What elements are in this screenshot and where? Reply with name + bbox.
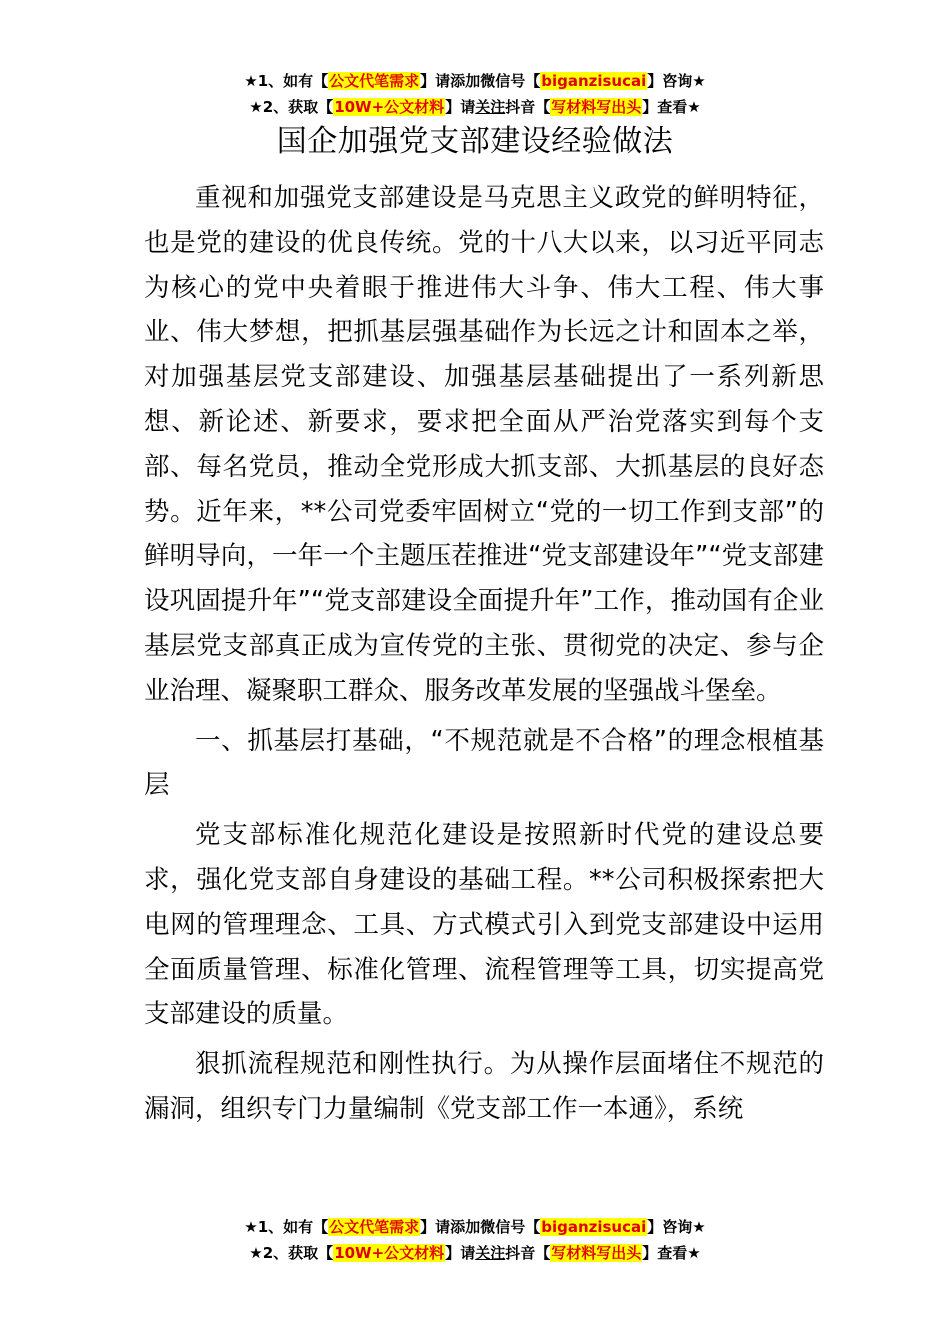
banner-text: 】请添 — [420, 1218, 466, 1236]
banner-line-2 — [0, 1240, 950, 1266]
banner-line-2 — [0, 94, 950, 120]
paragraph-section-1-detail: 狠抓流程规范和刚性执行。为从操作层面堵住不规范的漏洞，组织专门力量编制《党支部工作一本通》，系统 — [144, 1049, 824, 1124]
banner-text: 抖音【 — [505, 98, 551, 116]
banner-text: 加 — [465, 72, 481, 90]
banner-text: 关注 — [475, 98, 506, 116]
banner-text: ★1、如有【 — [244, 1218, 329, 1236]
highlight-materials: 10W+公文材料 — [334, 1244, 445, 1262]
wechat-id: biganzisucai — [541, 72, 647, 90]
banner-text: 微信号【 — [480, 1218, 541, 1236]
banner-text: 】查看★ — [642, 1244, 701, 1262]
banner-text: 】查看★ — [642, 98, 701, 116]
banner-text: 加 — [465, 1218, 481, 1236]
banner-text: 抖音【 — [505, 1244, 551, 1262]
highlight-douyin: 写材料写出头 — [551, 98, 642, 116]
highlight-materials: 10W+公文材料 — [334, 98, 445, 116]
banner-text: 】请 — [445, 98, 476, 116]
banner-text: 关注 — [475, 1244, 506, 1262]
paragraph-section-1: 党支部标准化规范化建设是按照新时代党的建设总要求，强化党支部自身建设的基础工程。**公司积极探索把大电网的管理理念、工具、方式模式引入到党支部建设中运用全面质量管理、标准化管理、流程管理等工具，切实提高党支部建设的质量。 — [144, 820, 824, 1030]
section-heading: 一、抓基层打基础，“不规范就是不合格”的理念根植基层 — [144, 725, 824, 801]
banner-line-1 — [0, 1214, 950, 1240]
banner-text: 微信号【 — [480, 72, 541, 90]
banner-text: 】咨询★ — [647, 72, 706, 90]
banner-text: 】请添 — [420, 72, 466, 90]
highlight-service: 公文代笔需求 — [329, 72, 420, 90]
banner-text: ★2、获取【 — [249, 98, 334, 116]
document-body — [144, 176, 824, 1137]
banner-text: 】咨询★ — [647, 1218, 706, 1236]
top-banner — [0, 68, 950, 120]
banner-text: 】请 — [445, 1244, 476, 1262]
highlight-douyin: 写材料写出头 — [551, 1244, 642, 1262]
highlight-service: 公文代笔需求 — [329, 1218, 420, 1236]
banner-text: ★2、获取【 — [249, 1244, 334, 1262]
banner-line-1 — [0, 68, 950, 94]
document-title: 国企加强党支部建设经验做法 — [276, 124, 674, 159]
wechat-id: biganzisucai — [541, 1218, 647, 1236]
paragraph-intro: 重视和加强党支部建设是马克思主义政党的鲜明特征，也是党的建设的优良传统。党的十八大以来，以习近平同志为核心的党中央着眼于推进伟大斗争、伟大工程、伟大事业、伟大梦想，把抓基层强基础作为长远之计和固本之举，对加强基层党支部建设、加强基层基础提出了一系列新思想、新论述、新要求，要求把全面从严治党落实到每个支部、每名党员，推动全党形成大抓支部、大抓基层的良好态势。近年来，**公司党委牢固树立“党的一切工作到支部”的鲜明导向，一年一个主题压茬推进“党支部建设年”“党支部建设巩固提升年”“党支部建设全面提升年”工作，推动国有企业基层党支部真正成为宣传党的主张、贯彻党的决定、参与企业治理、凝聚职工群众、服务改革发展的坚强战斗堡垒。 — [144, 183, 824, 706]
bottom-banner — [0, 1214, 950, 1266]
banner-text: ★1、如有【 — [244, 72, 329, 90]
